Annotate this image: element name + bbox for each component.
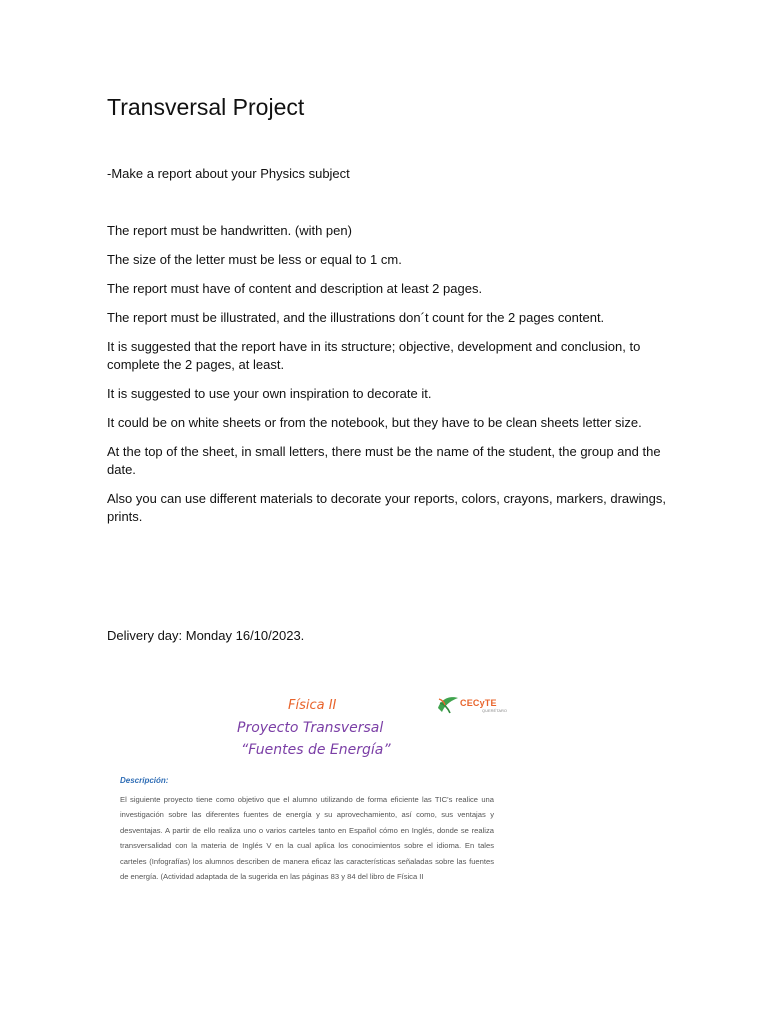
requirement-item: The size of the letter must be less or equal to 1 cm. [107, 252, 402, 267]
requirement-item: It is suggested that the report have in its structure; objective, development and conclusion, to complete the 2 pages, at least. [107, 339, 641, 372]
delivery-date: Delivery day: Monday 16/10/2023. [107, 628, 305, 643]
cecyte-logo [436, 694, 508, 716]
document-title: Transversal Project [107, 94, 305, 120]
embedded-project-title: Proyecto Transversal [237, 720, 384, 736]
requirement-item: It is suggested to use your own inspiration to decorate it. [107, 386, 432, 401]
logo-text: CECyTE [460, 698, 497, 708]
requirement-item: At the top of the sheet, in small letters, there must be the name of the student, the group and the date. [107, 444, 661, 477]
description-heading: Descripción: [120, 776, 169, 785]
requirement-item: It could be on white sheets or from the notebook, but they have to be clean sheets letter size. [107, 415, 642, 430]
task-line: -Make a report about your Physics subject [107, 166, 350, 181]
logo-subtext: QUERÉTARO [482, 708, 508, 713]
requirement-item: The report must have of content and description at least 2 pages. [107, 281, 483, 296]
description-body: El siguiente proyecto tiene como objetivo que el alumno utilizando de forma eficiente las TIC's realice una investigación sobre las diferentes fuentes de energía y su aprovechamiento, así como, sus ventajas y desventajas. A partir de ello realiza uno o varios carteles tanto en Español cómo en Inglés, donde se realiza transversalidad con la materia de Inglés V en la cual aplica los conocimientos sobre el idioma. En tales carteles (Infografías) los alumnos describen de manera eficaz las características señaladas sobre las fuentes de energía. (Actividad adaptada de la sugerida en las páginas 83 y 84 del libro de Física II [120, 795, 494, 882]
requirement-item: The report must be illustrated, and the illustrations don´t count for the 2 pages content. [107, 310, 605, 325]
embedded-subject-title: Física II [288, 698, 337, 713]
requirements-list [107, 222, 667, 537]
requirement-item: The report must be handwritten. (with pen) [107, 223, 352, 238]
embedded-project-image [110, 688, 508, 908]
leaf-icon [436, 694, 460, 714]
embedded-topic-title: “Fuentes de Energía” [241, 742, 391, 758]
requirement-item: Also you can use different materials to decorate your reports, colors, crayons, markers, drawings, prints. [107, 491, 667, 524]
